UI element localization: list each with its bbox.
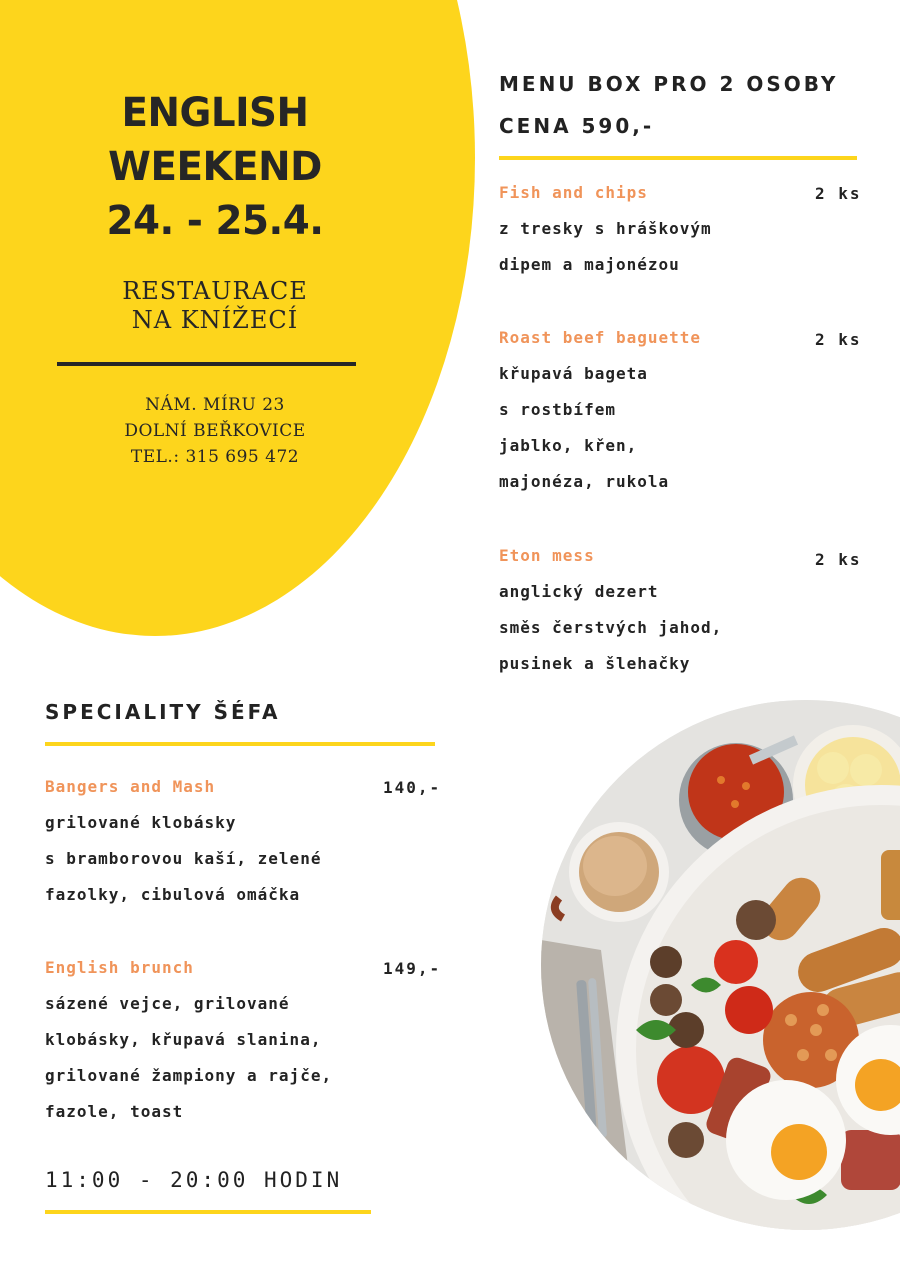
item-description: fazole, toast xyxy=(45,1102,184,1121)
item-description: s rostbífem xyxy=(499,400,616,419)
address-city: DOLNÍ BEŘKOVICE xyxy=(124,421,306,441)
menu-item-fish-and-chips xyxy=(499,175,712,283)
item-name: Eton mess xyxy=(499,546,595,565)
divider xyxy=(57,362,356,366)
item-price: 140,- xyxy=(383,778,442,797)
divider xyxy=(45,742,435,746)
menu-item-roast-beef-baguette xyxy=(499,320,701,500)
divider xyxy=(499,156,857,160)
divider xyxy=(45,1210,371,1214)
menu-item-eton-mess xyxy=(499,538,722,682)
special-item-english-brunch xyxy=(45,950,332,1130)
item-description: anglický dezert xyxy=(499,582,659,601)
item-quantity: 2 ks xyxy=(815,184,862,203)
special-item-bangers-and-mash xyxy=(45,769,321,913)
item-description: z tresky s hráškovým xyxy=(499,219,712,238)
item-name: English brunch xyxy=(45,958,194,977)
item-quantity: 2 ks xyxy=(815,550,862,569)
english-breakfast-photo xyxy=(541,700,900,1230)
address-block xyxy=(60,392,370,470)
event-title-line: ENGLISH xyxy=(121,90,309,136)
item-description: dipem a majonézou xyxy=(499,255,680,274)
phone-number: TEL.: 315 695 472 xyxy=(130,447,300,467)
item-description: jablko, křen, xyxy=(499,436,638,455)
item-name: Roast beef baguette xyxy=(499,328,702,347)
item-description: sázené vejce, grilované xyxy=(45,994,290,1013)
restaurant-name-line: RESTAURACE xyxy=(122,277,308,305)
item-description: grilované klobásky xyxy=(45,813,237,832)
item-name: Bangers and Mash xyxy=(45,777,216,796)
address-street: NÁM. MÍRU 23 xyxy=(145,395,285,415)
item-description: majonéza, rukola xyxy=(499,472,670,491)
restaurant-name-line: NA KNÍŽECÍ xyxy=(131,306,299,334)
item-quantity: 2 ks xyxy=(815,330,862,349)
event-title-line: WEEKEND xyxy=(108,144,322,190)
menu-box-price: CENA 590,- xyxy=(499,114,655,138)
item-price: 149,- xyxy=(383,959,442,978)
menu-box-heading: MENU BOX PRO 2 OSOBY xyxy=(499,72,839,96)
event-title xyxy=(65,86,366,248)
item-description: pusinek a šlehačky xyxy=(499,654,691,673)
specials-heading: SPECIALITY ŠÉFA xyxy=(45,700,281,724)
item-description: grilované žampiony a rajče, xyxy=(45,1066,333,1085)
item-name: Fish and chips xyxy=(499,183,648,202)
breakfast-plate-illustration xyxy=(541,700,900,1230)
item-description: s bramborovou kaší, zelené xyxy=(45,849,322,868)
item-description: směs čerstvých jahod, xyxy=(499,618,723,637)
item-description: fazolky, cibulová omáčka xyxy=(45,885,301,904)
restaurant-name xyxy=(60,277,370,335)
item-description: křupavá bageta xyxy=(499,364,648,383)
item-description: klobásky, křupavá slanina, xyxy=(45,1030,322,1049)
event-dates: 24. - 25.4. xyxy=(106,198,324,244)
opening-hours: 11:00 - 20:00 HODIN xyxy=(45,1168,343,1192)
